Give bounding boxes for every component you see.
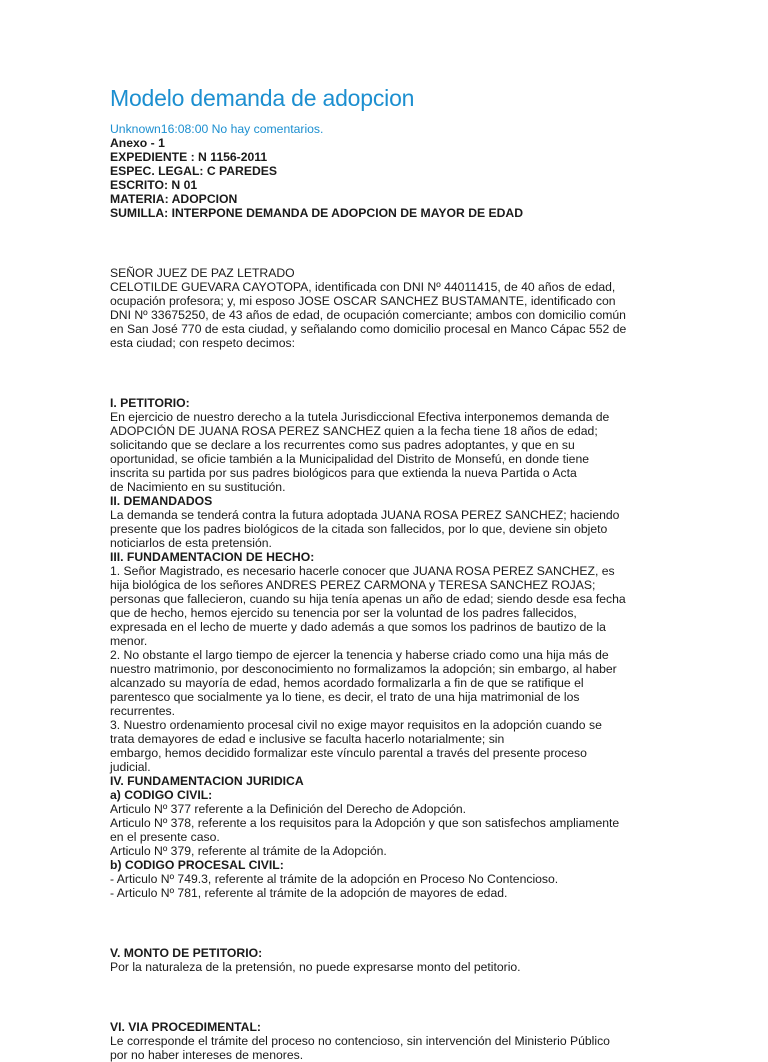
- body-text-line: Por la naturaleza de la pretensión, no puede expresarse monto del petitorio.: [110, 960, 521, 974]
- body-text-line: inscrita su partida por sus padres biológicos para que extienda la nueva Partida o Acta: [110, 466, 577, 480]
- section-heading: ESPEC. LEGAL: C PAREDES: [110, 164, 278, 178]
- body-text-line: oportunidad, se oficie también a la Municipalidad del Distrito de Monsefú, en donde tiene: [110, 452, 589, 466]
- body-text-line: recurrentes.: [110, 704, 176, 718]
- section-heading: EXPEDIENTE : N 1156-2011: [110, 150, 268, 164]
- body-text-line: expresada en el lecho de muerte y dado además a que somos los padrinos de bautizo de la: [110, 620, 606, 634]
- body-text-line: ocupación profesora; y, mi esposo JOSE OSCAR SANCHEZ BUSTAMANTE, identificado con: [110, 294, 616, 308]
- body-text-line: embargo, hemos decidido formalizar este vínculo parental a través del presente proceso: [110, 746, 587, 760]
- body-text-line: nuestro matrimonio, por desconocimiento no formalizamos la adopción; sin embargo, al haber: [110, 662, 617, 676]
- section-heading: II. DEMANDADOS: [110, 494, 213, 508]
- section-heading: VI. VIA PROCEDIMENTAL:: [110, 1020, 261, 1034]
- body-text-line: 3. Nuestro ordenamiento procesal civil no exige mayor requisitos en la adopción cuando se: [110, 718, 602, 732]
- body-text-line: hija biológica de los señores ANDRES PEREZ CARMONA y TERESA SANCHEZ ROJAS;: [110, 578, 596, 592]
- body-text-line: por no haber intereses de menores.: [110, 1048, 304, 1062]
- document-title: Modelo demanda de adopcion: [110, 85, 415, 111]
- body-text-line: alcanzado su mayoría de edad, hemos acordado formalizarla a fin de que se ratifique el: [110, 676, 584, 690]
- body-text-line: 1. Señor Magistrado, es necesario hacerle conocer que JUANA ROSA PEREZ SANCHEZ, es: [110, 564, 615, 578]
- body-text-line: DNI Nº 33675250, de 43 años de edad, de ocupación comerciante; ambos con domicilio común: [110, 308, 626, 322]
- body-text-line: de Nacimiento en su sustitución.: [110, 480, 286, 494]
- blank-line: [110, 236, 645, 250]
- section-heading: III. FUNDAMENTACION DE HECHO:: [110, 550, 315, 564]
- body-text-line: parentesco que socialmente ya lo tiene, es decir, el trato de una hija matrimonial de los: [110, 690, 580, 704]
- section-heading: Anexo - 1: [110, 136, 165, 150]
- document-body: [110, 136, 645, 1062]
- body-text-line: En ejercicio de nuestro derecho a la tutela Jurisdiccional Efectiva interponemos demanda de: [110, 410, 610, 424]
- body-text-line: La demanda se tenderá contra la futura adoptada JUANA ROSA PEREZ SANCHEZ; haciendo: [110, 508, 620, 522]
- document-page: [110, 84, 645, 1062]
- blank-line: [110, 916, 645, 930]
- body-text-line: esta ciudad; con respeto decimos:: [110, 336, 295, 350]
- body-text-line: CELOTILDE GUEVARA CAYOTOPA, identificada con DNI Nº 44011415, de 40 años de edad,: [110, 280, 616, 294]
- body-text-line: Articulo Nº 379, referente al trámite de la Adopción.: [110, 844, 387, 858]
- body-text-line: noticiarlos de esta pretensión.: [110, 536, 272, 550]
- body-text-line: 2. No obstante el largo tiempo de ejercer la tenencia y haberse criado como una hija más de: [110, 648, 609, 662]
- body-text-line: SEÑOR JUEZ DE PAZ LETRADO: [110, 266, 295, 280]
- body-text-line: - Articulo Nº 781, referente al trámite de la adopción de mayores de edad.: [110, 886, 508, 900]
- body-text-line: en San José 770 de esta ciudad, y señalando como domicilio procesal en Manco Cápac 552 de: [110, 322, 627, 336]
- body-text-line: personas que fallecieron, cuando su hija tenía apenas un año de edad; siendo desde esa fecha: [110, 592, 626, 606]
- section-heading: ESCRITO: N 01: [110, 178, 198, 192]
- body-text-line: solicitando que se declare a los recurrentes como sus padres adoptantes, y que en su: [110, 438, 575, 452]
- body-text-line: menor.: [110, 634, 148, 648]
- body-text-line: - Articulo Nº 749.3, referente al trámite de la adopción en Proceso No Contencioso.: [110, 872, 559, 886]
- body-text-line: en el presente caso.: [110, 830, 220, 844]
- body-text-line: Articulo Nº 378, referente a los requisitos para la Adopción y que son satisfechos ampliamente: [110, 816, 620, 830]
- body-text-line: que de hecho, hemos ejercido su tenencia por ser la voluntad de los padres fallecidos,: [110, 606, 577, 620]
- section-heading: IV. FUNDAMENTACION JURIDICA: [110, 774, 304, 788]
- section-heading: b) CODIGO PROCESAL CIVIL:: [110, 858, 284, 872]
- post-meta: Unknown16:08:00 No hay comentarios.: [110, 122, 324, 136]
- body-text-line: Articulo Nº 377 referente a la Definición del Derecho de Adopción.: [110, 802, 467, 816]
- section-heading: SUMILLA: INTERPONE DEMANDA DE ADOPCION DE MAYOR DE EDAD: [110, 206, 524, 220]
- section-heading: I. PETITORIO:: [110, 396, 190, 410]
- section-heading: a) CODIGO CIVIL:: [110, 788, 213, 802]
- body-text-line: presente que los padres biológicos de la citada son fallecidos, por lo que, deviene sin objeto: [110, 522, 608, 536]
- blank-line: [110, 990, 645, 1004]
- body-text-line: Le corresponde el trámite del proceso no contencioso, sin intervención del Ministerio Público: [110, 1034, 610, 1048]
- section-heading: MATERIA: ADOPCION: [110, 192, 238, 206]
- blank-line: [110, 366, 645, 380]
- body-text-line: ADOPCIÓN DE JUANA ROSA PEREZ SANCHEZ quien a la fecha tiene 18 años de edad;: [110, 424, 598, 438]
- section-heading: V. MONTO DE PETITORIO:: [110, 946, 263, 960]
- body-text-line: trata demayores de edad e inclusive se faculta hacerlo notarialmente; sin: [110, 732, 505, 746]
- body-text-line: judicial.: [110, 760, 151, 774]
